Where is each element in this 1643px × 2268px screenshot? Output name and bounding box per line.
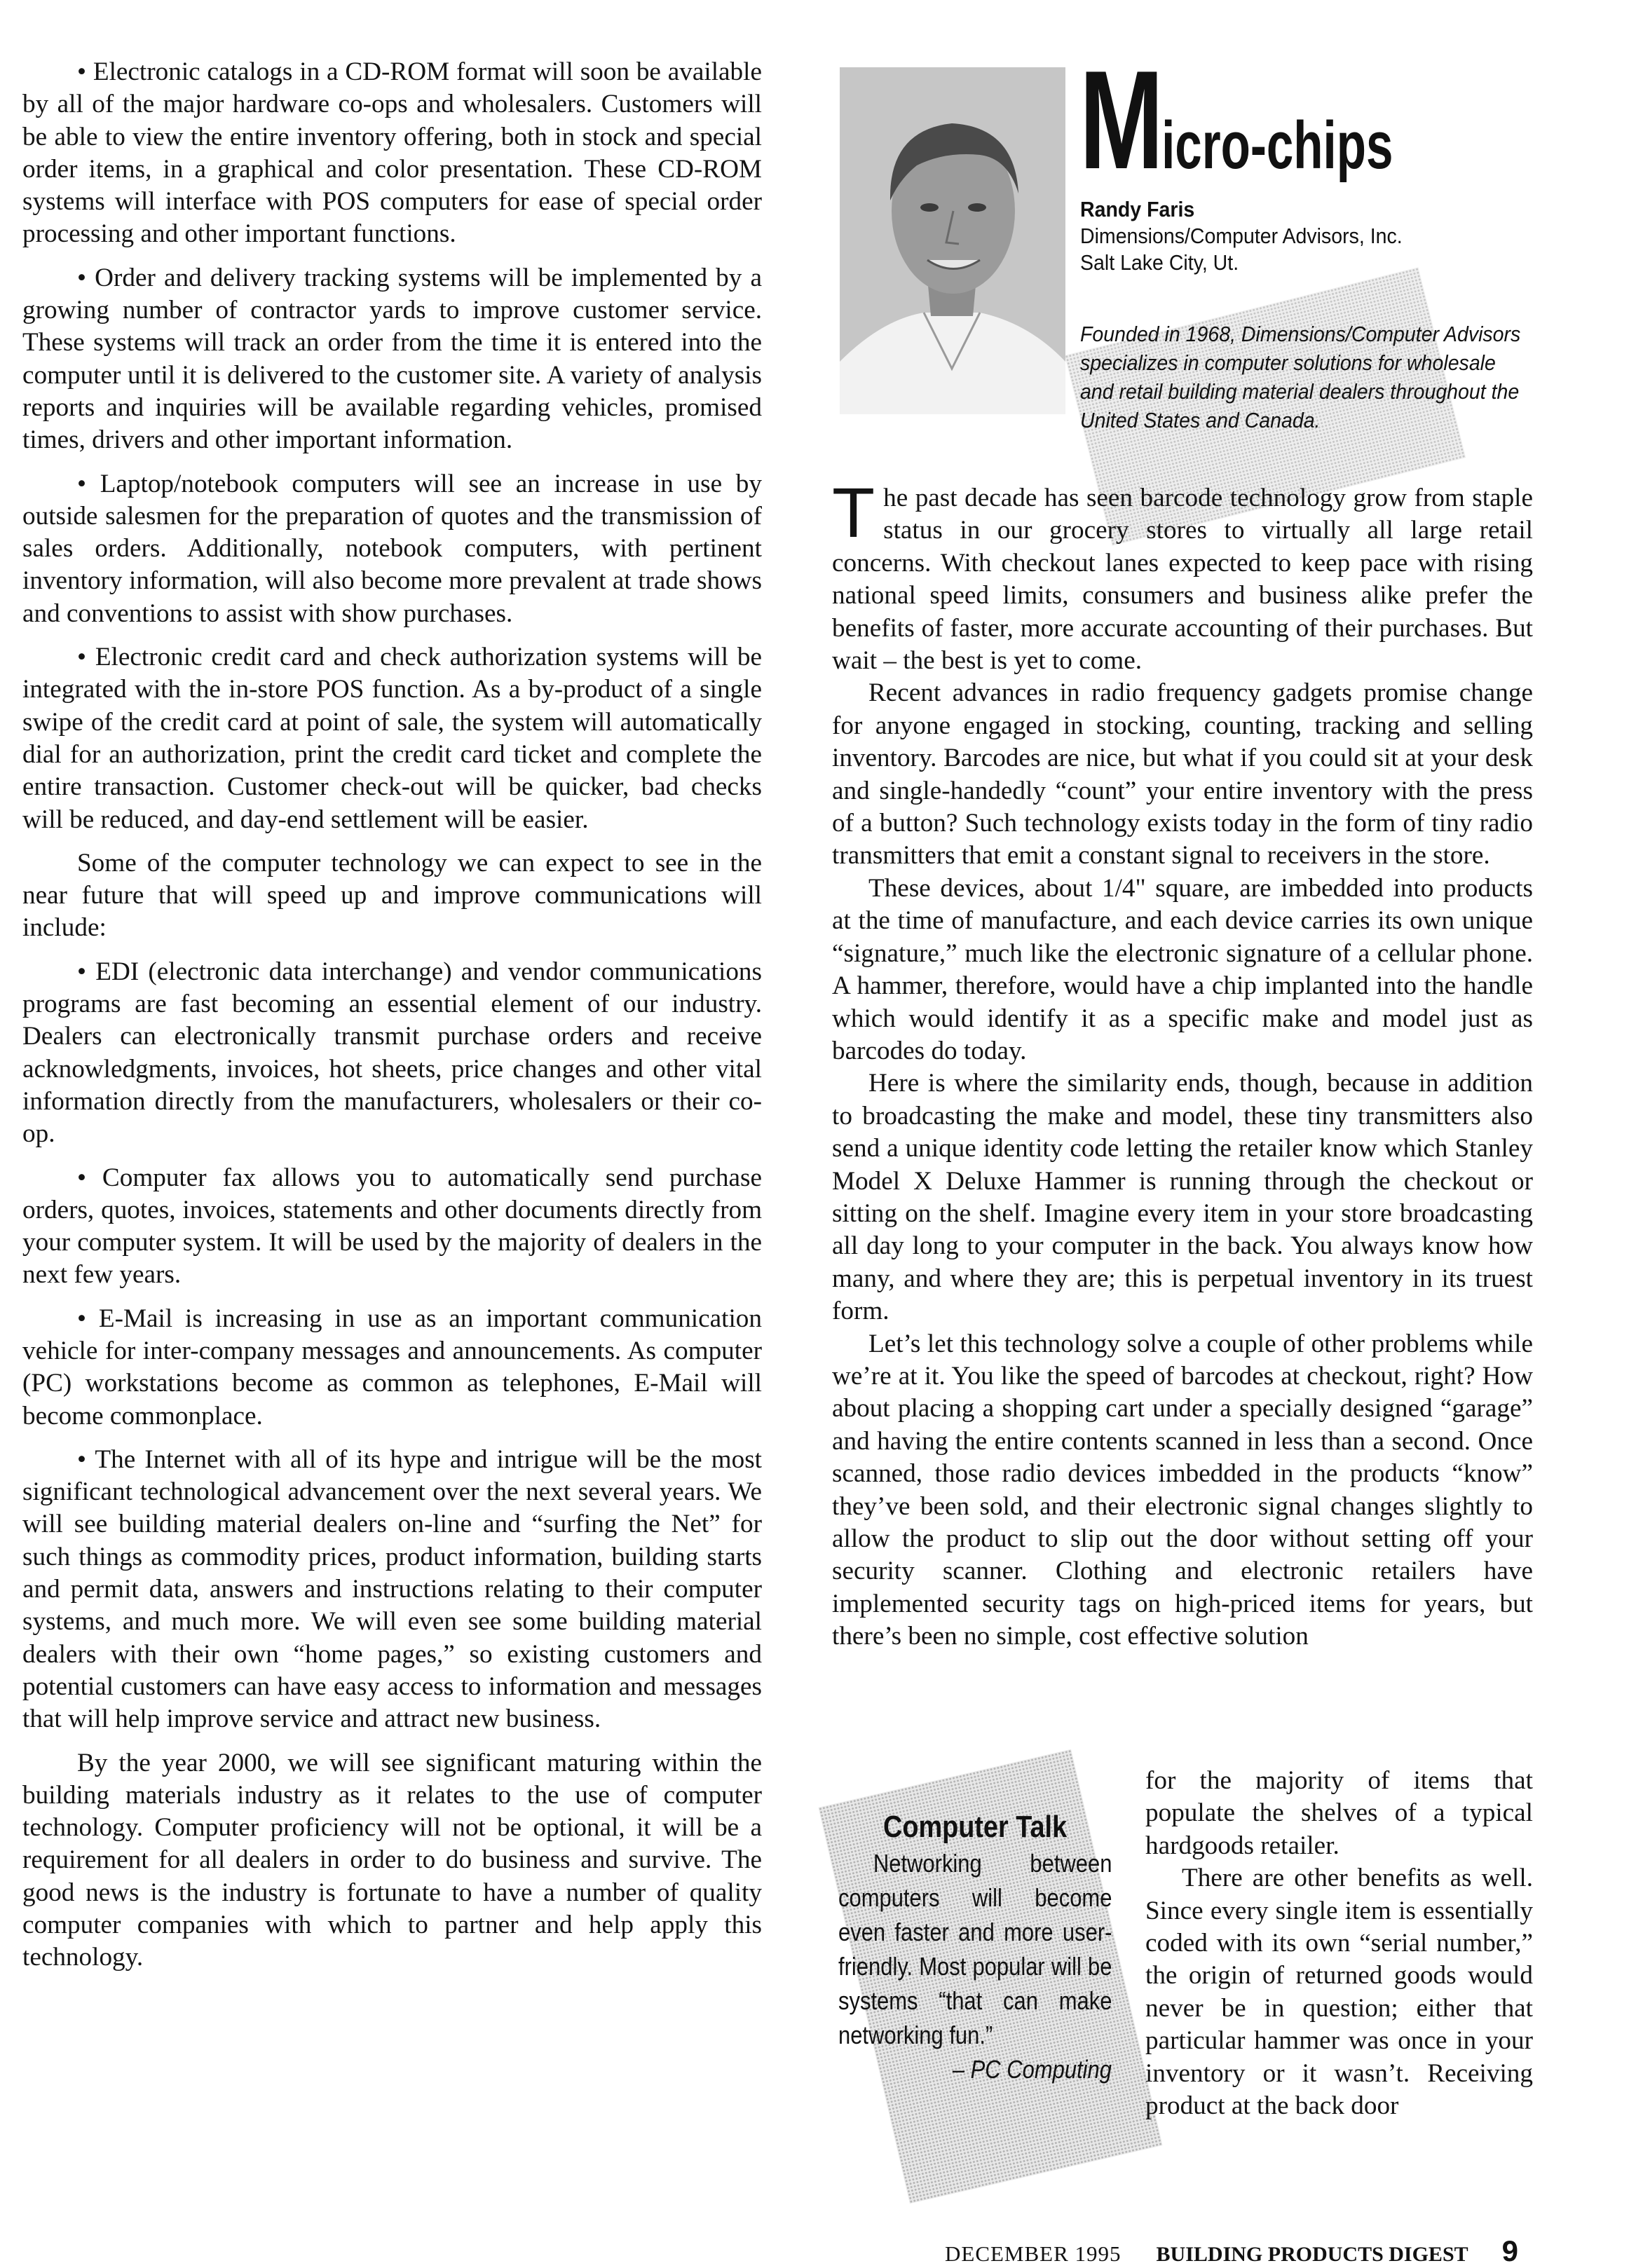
page-footer [945, 2234, 1518, 2268]
company-blurb: Founded in 1968, Dimensions/Computer Advisors specializes in computer solutions for wholesale and retail building material dealers throughout the United States and Canada. [1080, 322, 1521, 432]
author-company: Dimensions/Computer Advisors, Inc. [1080, 224, 1403, 248]
issue-date: DECEMBER 1995 [945, 2241, 1122, 2266]
paragraph: Here is where the similarity ends, though, because in addition to broadcasting the make and model, these tiny transmitters also send a unique identity code letting the retailer know which Stanley Model X Deluxe Hammer is running through the checkout or sitting on the shelf. Imagine every item in your store broadcasting all day long to your computer in the back. You always know how many, and where they are; this is perpetual inventory in its truest form. [832, 1069, 1533, 1326]
magazine-name: BUILDING PRODUCTS DIGEST [1156, 2243, 1468, 2266]
paragraph: Let’s let this technology solve a couple of other problems while we’re at it. You like the speed of barcodes at checkout, right? How about placing a shopping cart under a specially designed “garage” and having the entire contents scanned in less than a second. Once scanned, those radio devices imbedded in the products “know” they’ve been sold, and their electronic signal changes slightly to allow the product to slip out the door without setting off your security scanner. Clothing and electronic retailers have implemented security tags on high-priced items for years, but there’s been no simple, cost effective solution [832, 1329, 1533, 1651]
right-column [832, 474, 1533, 1653]
right-column-narrow [1145, 1765, 1533, 2122]
paragraph: for the majority of items that populate the shelves of a typical hardgoods retailer. [1145, 1766, 1533, 1860]
title-initial: M [1079, 42, 1162, 198]
paragraph: • Electronic credit card and check authorization systems will be integrated with the in-store POS function. As a by-product of a single swipe of the credit card at point of sale, the system will automatically dial for an authorization, print the credit card ticket and complete the entire transaction. Customer check-out will be quicker, bad checks will be reduced, and day-end settlement will be easier. [22, 643, 762, 834]
paragraph: • Electronic catalogs in a CD-ROM format will soon be available by all of the major hardware co-ops and wholesalers. Customers will be able to view the entire inventory offering, both in stock and special order items, in a graphical and color presentation. These CD-ROM systems will interface with POS computers for ease of special order processing and other important functions. [22, 57, 762, 249]
author-location: Salt Lake City, Ut. [1080, 250, 1239, 275]
paragraph: • E-Mail is increasing in use as an important communication vehicle for inter-company messages and announcements. As computer (PC) workstations become as common as telephones, E-Mail will become commonplace. [22, 1304, 762, 1430]
left-column [22, 56, 762, 1986]
paragraph: • The Internet with all of its hype and intrigue will be the most significant technological advancement over the next several years. We will see building material dealers on-line and “surfing the Net” for such things as commodity prices, product information, building starts and permit data, answers and instructions relating to their computer systems, and much more. We will even see some building material dealers with their own “home pages,” so existing customers and potential customers can have easy access to information and messages that will help improve service and attract new business. [22, 1444, 762, 1734]
author-portrait-photo [840, 67, 1065, 414]
paragraph: • Computer fax allows you to automatically send purchase orders, quotes, invoices, statements and other documents directly from your computer system. It will be used by the majority of dealers in the next few years. [22, 1163, 762, 1290]
drop-cap: T [832, 474, 875, 552]
paragraph: By the year 2000, we will see significant maturing within the building materials industry as it relates to the use of computer technology. Computer proficiency will not be optional, it will be a requirement for all dealers in order to do business and survive. The good news is the industry is fortunate to have a number of quality computer companies with which to partner and help apply this technology. [22, 1748, 762, 1972]
paragraph: Some of the computer technology we can expect to see in the near future that will speed up and improve communications will include: [22, 848, 762, 943]
paragraph: There are other benefits as well. Since every single item is essentially coded with its own “serial number,” the origin of returned goods would never be in question; either that particular hammer was once in your inventory or it wasn’t. Receiving product at the back door [1145, 1864, 1533, 2121]
sidebar-title: Computer Talk [883, 1810, 1068, 1844]
sidebar-quote [838, 1846, 1112, 2052]
byline [1080, 196, 1403, 276]
column-title [1079, 42, 1393, 198]
paragraph: These devices, about 1/4" square, are imbedded into products at the time of manufacture, and each device carries its own unique “signature,” much like the electronic signature of a cellular phone. A hammer, therefore, would have a chip implanted into the handle which would identify it as a specific make and model just as barcodes do today. [832, 873, 1533, 1065]
paragraph: • EDI (electronic data interchange) and vendor communications programs are fast becoming an essential element of our industry. Dealers can electronically transmit purchase orders and receive acknowledgments, invoices, hot sheets, price changes and other vital information directly from the manufacturers, wholesalers or their co-op. [22, 957, 762, 1149]
page-number: 9 [1501, 2234, 1518, 2267]
computer-talk-sidebar [838, 1808, 1112, 2086]
paragraph-text: he past decade has seen barcode technology grow from staple status in our grocery stores to virtually all large retail concerns. With checkout lanes expected to keep pace with rising national speed limits, consumers and business alike prefer the benefits of faster, more accurate accounting of their purchases. But wait – the best is yet to come. [832, 484, 1533, 676]
paragraph [832, 474, 1533, 677]
sidebar-quote-text: Networking between computers will become even faster and more user-friendly. Most popular will be systems “that can make networking fun.” [838, 1849, 1112, 2049]
paragraph: • Order and delivery tracking systems will be implemented by a growing number of contractor yards to improve customer service. These systems will track an order from the time it is entered into the computer until it is delivered to the customer site. A variety of analysis reports and inquiries will be available regarding vehicles, promised times, drivers and other important information. [22, 263, 762, 455]
sidebar-attribution: – PC Computing [952, 2055, 1112, 2084]
paragraph: Recent advances in radio frequency gadgets promise change for anyone engaged in stocking, counting, tracking and selling inventory. Barcodes are nice, but what if you could sit at your desk and single-handedly “count” your entire inventory with the press of a button? Such technology exists today in the form of tiny radio transmitters that emit a constant signal to receivers in the store. [832, 678, 1533, 870]
author-name: Randy Faris [1080, 197, 1195, 221]
author-photo [840, 67, 1065, 414]
paragraph: • Laptop/notebook computers will see an increase in use by outside salesmen for the preparation of quotes and the transmission of sales orders. Additionally, notebook computers, with pertinent inventory information, will also become more prevalent at trade shows and conventions to assist with show purchases. [22, 469, 762, 628]
title-rest: icro-chips [1161, 108, 1393, 183]
